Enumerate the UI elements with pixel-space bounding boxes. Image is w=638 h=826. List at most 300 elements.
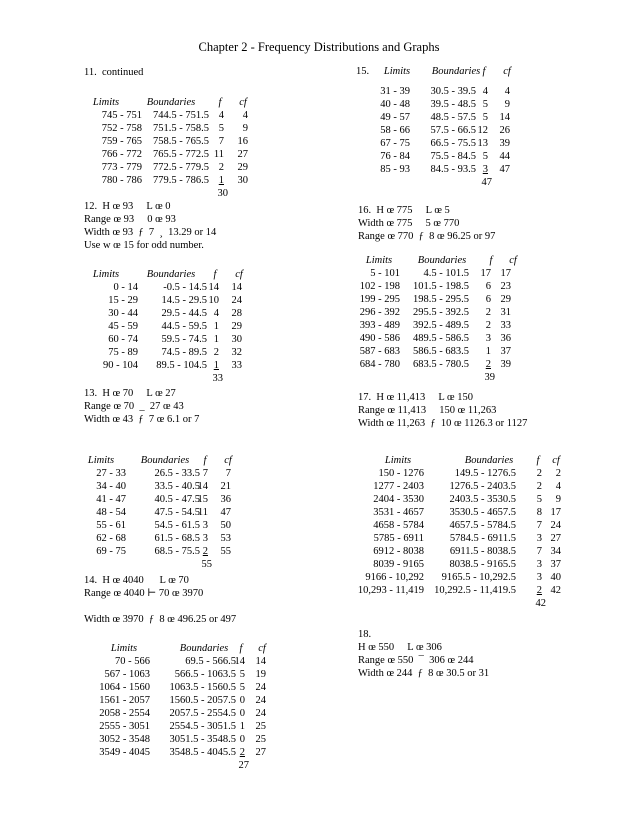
table-row bbox=[84, 334, 259, 347]
cell-f: 1 bbox=[485, 346, 491, 357]
cell-boundaries: 683.5 - 780.5 bbox=[413, 359, 469, 370]
table-row bbox=[84, 295, 259, 308]
problem-13-line: Width œ 43 ƒ 7 œ 6.1 or 7 bbox=[84, 414, 200, 425]
cell-cf: 26 bbox=[499, 125, 510, 136]
cell-boundaries: 29.5 - 44.5 bbox=[161, 308, 207, 319]
header-boundaries: Boundaries bbox=[140, 455, 190, 466]
cell-f: 5 bbox=[482, 99, 488, 110]
cell-cf: 34 bbox=[550, 546, 561, 557]
problem-12-table bbox=[84, 262, 259, 386]
header-cf: cf bbox=[503, 66, 511, 77]
header-limits: Limits bbox=[87, 455, 115, 466]
cell-limits: 30 - 44 bbox=[108, 308, 138, 319]
cell-limits: 773 - 779 bbox=[101, 162, 142, 173]
problem-14-table bbox=[84, 636, 279, 773]
table-header-row bbox=[84, 262, 259, 282]
cell-limits: 58 - 66 bbox=[380, 125, 410, 136]
table-row bbox=[84, 282, 259, 295]
cell-limits: 3531 - 4657 bbox=[373, 507, 424, 518]
problem-16 bbox=[358, 204, 533, 383]
cell-boundaries: 30.5 - 39.5 bbox=[430, 86, 476, 97]
problem-16-line: 16. H œ 775 L œ 5 bbox=[358, 205, 450, 216]
header-f: f bbox=[489, 255, 493, 266]
cell-boundaries: 198.5 - 295.5 bbox=[413, 294, 469, 305]
header-f: f bbox=[239, 643, 243, 654]
cell-boundaries: 566.5 - 1063.5 bbox=[174, 669, 236, 680]
page-title: Chapter 2 - Frequency Distributions and Graphs bbox=[198, 40, 440, 54]
cell-limits: 8039 - 9165 bbox=[373, 559, 424, 570]
problem-18-line: 18. bbox=[358, 629, 372, 640]
cell-boundaries: 74.5 - 89.5 bbox=[161, 347, 207, 358]
table-row bbox=[84, 546, 259, 559]
cell-cf: 4 bbox=[504, 86, 510, 97]
header-cf: cf bbox=[235, 269, 243, 280]
cell-limits: 34 - 40 bbox=[96, 481, 126, 492]
table-row bbox=[358, 320, 533, 333]
table-header-row bbox=[84, 90, 259, 110]
cell-f: 10 bbox=[208, 295, 219, 306]
cell-boundaries: 5784.5 - 6911.5 bbox=[449, 533, 516, 544]
table-total: 27 bbox=[238, 760, 249, 771]
table-row bbox=[84, 347, 259, 360]
cell-cf: 14 bbox=[231, 282, 242, 293]
cell-cf: 24 bbox=[255, 682, 266, 693]
cell-limits: 45 - 59 bbox=[108, 321, 138, 332]
table-row bbox=[84, 149, 259, 162]
problem-14-line: 14. H œ 4040 L œ 70 bbox=[84, 575, 189, 586]
cell-cf: 17 bbox=[500, 268, 511, 279]
problem-18 bbox=[358, 628, 489, 680]
table-row bbox=[84, 747, 279, 760]
cell-cf: 37 bbox=[550, 559, 561, 570]
cell-limits: 40 - 48 bbox=[380, 99, 410, 110]
cell-cf: 14 bbox=[255, 656, 266, 667]
cell-boundaries: 8038.5 - 9165.5 bbox=[449, 559, 516, 570]
cell-f: 5 bbox=[482, 151, 488, 162]
problem-18-line: Range œ 550 ¯ 306 œ 244 bbox=[358, 655, 474, 666]
table-row bbox=[84, 721, 279, 734]
header-f: f bbox=[218, 97, 222, 108]
cell-limits: 5 - 101 bbox=[370, 268, 400, 279]
cell-f: 4 bbox=[482, 86, 488, 97]
table-row bbox=[358, 281, 533, 294]
table-row bbox=[358, 533, 588, 546]
cell-boundaries: 295.5 - 392.5 bbox=[413, 307, 469, 318]
cell-boundaries: 392.5 - 489.5 bbox=[413, 320, 469, 331]
cell-limits: 2555 - 3051 bbox=[99, 721, 150, 732]
header-cf: cf bbox=[552, 455, 560, 466]
table-row bbox=[84, 520, 259, 533]
table-row bbox=[84, 136, 259, 149]
cell-cf: 36 bbox=[220, 494, 231, 505]
table-total-row bbox=[358, 598, 588, 611]
table-row bbox=[358, 164, 533, 177]
table-row bbox=[358, 468, 588, 481]
table-row bbox=[358, 268, 533, 281]
cell-f: 2 bbox=[485, 307, 491, 318]
cell-limits: 31 - 39 bbox=[380, 86, 410, 97]
cell-boundaries: 26.5 - 33.5 bbox=[154, 468, 200, 479]
table-row bbox=[84, 468, 259, 481]
table-total: 55 bbox=[201, 559, 212, 570]
cell-boundaries: 10,292.5 - 11,419.5 bbox=[434, 585, 516, 596]
cell-cf: 27 bbox=[550, 533, 561, 544]
cell-boundaries: 66.5 - 75.5 bbox=[430, 138, 476, 149]
cell-f: 2 bbox=[536, 468, 542, 479]
cell-f: 7 bbox=[536, 520, 542, 531]
table-row bbox=[84, 734, 279, 747]
table-row bbox=[358, 112, 533, 125]
cell-limits: 70 - 566 bbox=[115, 656, 150, 667]
cell-cf: 24 bbox=[255, 695, 266, 706]
header-boundaries: Boundaries bbox=[146, 269, 196, 280]
problem-12-line: Range œ 93 0 œ 93 bbox=[84, 214, 176, 225]
cell-limits: 752 - 758 bbox=[101, 123, 142, 134]
table-row bbox=[358, 481, 588, 494]
table-row bbox=[84, 360, 259, 373]
cell-f: 3 bbox=[536, 572, 542, 583]
cell-f: 5 bbox=[536, 494, 542, 505]
cell-boundaries: 1560.5 - 2057.5 bbox=[169, 695, 236, 706]
cell-boundaries: 40.5 - 47.5 bbox=[154, 494, 200, 505]
table-total: 47 bbox=[481, 177, 492, 188]
cell-limits: 1277 - 2403 bbox=[373, 481, 424, 492]
cell-boundaries: 2403.5 - 3530.5 bbox=[449, 494, 516, 505]
cell-boundaries: 4.5 - 101.5 bbox=[423, 268, 469, 279]
cell-boundaries: 59.5 - 74.5 bbox=[161, 334, 207, 345]
cell-f: 2 bbox=[218, 162, 224, 173]
cell-limits: 2058 - 2554 bbox=[99, 708, 150, 719]
problem-13-table bbox=[84, 448, 259, 572]
table-row bbox=[84, 123, 259, 136]
table-total-row bbox=[84, 373, 259, 386]
cell-f: 3 bbox=[536, 559, 542, 570]
problem-17-table bbox=[358, 448, 588, 611]
cell-boundaries: -0.5 - 14.5 bbox=[163, 282, 207, 293]
cell-boundaries: 772.5 - 779.5 bbox=[153, 162, 209, 173]
problem-12-line: Use w œ 15 for odd number. bbox=[84, 240, 204, 251]
table-row bbox=[358, 138, 533, 151]
cell-cf: 39 bbox=[499, 138, 510, 149]
table-row bbox=[84, 162, 259, 175]
cell-f: 12 bbox=[477, 125, 488, 136]
cell-limits: 745 - 751 bbox=[101, 110, 142, 121]
problem-12 bbox=[84, 200, 259, 384]
cell-cf: 55 bbox=[220, 546, 231, 557]
table-total: 39 bbox=[484, 372, 495, 383]
cell-limits: 76 - 84 bbox=[380, 151, 410, 162]
cell-limits: 62 - 68 bbox=[96, 533, 126, 544]
table-row bbox=[358, 546, 588, 559]
table-total-row bbox=[358, 372, 533, 385]
cell-cf: 47 bbox=[220, 507, 231, 518]
cell-limits: 3549 - 4045 bbox=[99, 747, 150, 758]
cell-boundaries: 758.5 - 765.5 bbox=[153, 136, 209, 147]
cell-f: 7 bbox=[218, 136, 224, 147]
cell-f: 14 bbox=[197, 481, 208, 492]
cell-boundaries: 47.5 - 54.5 bbox=[154, 507, 200, 518]
cell-limits: 2404 - 3530 bbox=[373, 494, 424, 505]
cell-limits: 759 - 765 bbox=[101, 136, 142, 147]
table-row bbox=[358, 99, 533, 112]
cell-limits: 75 - 89 bbox=[108, 347, 138, 358]
table-spacer bbox=[358, 79, 533, 86]
cell-limits: 1561 - 2057 bbox=[99, 695, 150, 706]
cell-boundaries: 3548.5 - 4045.5 bbox=[169, 747, 236, 758]
cell-f: 8 bbox=[536, 507, 542, 518]
table-row bbox=[84, 669, 279, 682]
cell-f: 6 bbox=[485, 281, 491, 292]
cell-f: 17 bbox=[480, 268, 491, 279]
table-row bbox=[84, 110, 259, 123]
cell-limits: 150 - 1276 bbox=[378, 468, 424, 479]
header-cf: cf bbox=[509, 255, 517, 266]
table-row bbox=[358, 494, 588, 507]
header-limits: Limits bbox=[92, 269, 120, 280]
cell-cf: 36 bbox=[500, 333, 511, 344]
cell-f: 3 bbox=[536, 533, 542, 544]
problem-11-table bbox=[84, 90, 259, 201]
cell-limits: 296 - 392 bbox=[359, 307, 400, 318]
cell-cf: 17 bbox=[550, 507, 561, 518]
header-limits: Limits bbox=[92, 97, 120, 108]
cell-boundaries: 14.5 - 29.5 bbox=[161, 295, 207, 306]
table-row bbox=[84, 656, 279, 669]
cell-f: 2 bbox=[202, 546, 208, 557]
problem-12-line: 12. H œ 93 L œ 0 bbox=[84, 201, 171, 212]
cell-boundaries: 39.5 - 48.5 bbox=[430, 99, 476, 110]
problem-18-line: H œ 550 L œ 306 bbox=[358, 642, 442, 653]
problem-11 bbox=[84, 66, 259, 199]
cell-boundaries: 75.5 - 84.5 bbox=[430, 151, 476, 162]
problem-13-line: Range œ 70 _ 27 œ 43 bbox=[84, 401, 184, 412]
cell-limits: 41 - 47 bbox=[96, 494, 126, 505]
cell-f: 11 bbox=[197, 507, 208, 518]
header-limits: Limits bbox=[383, 66, 411, 77]
cell-cf: 24 bbox=[255, 708, 266, 719]
cell-limits: 90 - 104 bbox=[103, 360, 138, 371]
cell-boundaries: 89.5 - 104.5 bbox=[156, 360, 207, 371]
cell-limits: 15 - 29 bbox=[108, 295, 138, 306]
cell-boundaries: 489.5 - 586.5 bbox=[413, 333, 469, 344]
cell-cf: 37 bbox=[500, 346, 511, 357]
cell-limits: 85 - 93 bbox=[380, 164, 410, 175]
cell-f: 5 bbox=[482, 112, 488, 123]
problem-16-line: Range œ 770 ƒ 8 œ 96.25 or 97 bbox=[358, 231, 496, 242]
cell-f: 0 bbox=[239, 695, 245, 706]
header-f: f bbox=[213, 269, 217, 280]
problem-14-width-line: Width œ 3970 ƒ 8 œ 496.25 or 497 bbox=[84, 614, 237, 625]
table-row bbox=[84, 175, 259, 188]
cell-f: 2 bbox=[239, 747, 245, 758]
table-row bbox=[358, 333, 533, 346]
cell-boundaries: 149.5 - 1276.5 bbox=[454, 468, 516, 479]
cell-cf: 9 bbox=[242, 123, 248, 134]
table-row bbox=[358, 125, 533, 138]
cell-boundaries: 751.5 - 758.5 bbox=[153, 123, 209, 134]
cell-boundaries: 3530.5 - 4657.5 bbox=[449, 507, 516, 518]
cell-limits: 587 - 683 bbox=[359, 346, 400, 357]
cell-cf: 39 bbox=[500, 359, 511, 370]
cell-limits: 9166 - 10,292 bbox=[365, 572, 424, 583]
cell-cf: 23 bbox=[500, 281, 511, 292]
header-cf: cf bbox=[224, 455, 232, 466]
table-header-row bbox=[358, 66, 533, 79]
problem-16-table bbox=[358, 248, 533, 385]
table-row bbox=[84, 481, 259, 494]
cell-f: 15 bbox=[197, 494, 208, 505]
cell-limits: 55 - 61 bbox=[96, 520, 126, 531]
cell-cf: 25 bbox=[255, 721, 266, 732]
header-boundaries: Boundaries bbox=[431, 66, 481, 77]
cell-limits: 684 - 780 bbox=[359, 359, 400, 370]
cell-f: 1 bbox=[213, 334, 219, 345]
header-f: f bbox=[536, 455, 540, 466]
problem-17 bbox=[357, 391, 588, 609]
cell-limits: 69 - 75 bbox=[96, 546, 126, 557]
table-total-row bbox=[84, 559, 259, 572]
cell-boundaries: 2057.5 - 2554.5 bbox=[169, 708, 236, 719]
header-cf: cf bbox=[258, 643, 266, 654]
cell-cf: 4 bbox=[555, 481, 561, 492]
cell-cf: 33 bbox=[231, 360, 242, 371]
cell-limits: 780 - 786 bbox=[101, 175, 142, 186]
cell-limits: 67 - 75 bbox=[380, 138, 410, 149]
table-row bbox=[358, 151, 533, 164]
table-row bbox=[358, 294, 533, 307]
cell-cf: 28 bbox=[231, 308, 242, 319]
cell-boundaries: 6911.5 - 8038.5 bbox=[449, 546, 516, 557]
cell-boundaries: 69.5 - 566.5 bbox=[185, 656, 236, 667]
problem-16-line: Width œ 775 5 œ 770 bbox=[358, 218, 460, 229]
problem-15 bbox=[358, 66, 533, 190]
table-header-row bbox=[358, 248, 533, 268]
cell-cf: 27 bbox=[237, 149, 248, 160]
problem-17-line: Width œ 11,263 ƒ 10 œ 1126.3 or 1127 bbox=[358, 418, 528, 429]
problem-15-heading: 15. bbox=[356, 66, 370, 77]
header-limits: Limits bbox=[365, 255, 393, 266]
cell-f: 3 bbox=[202, 520, 208, 531]
cell-boundaries: 3051.5 - 3548.5 bbox=[169, 734, 236, 745]
cell-cf: 14 bbox=[499, 112, 510, 123]
cell-cf: 29 bbox=[500, 294, 511, 305]
header-boundaries: Boundaries bbox=[179, 643, 229, 654]
cell-limits: 490 - 586 bbox=[359, 333, 400, 344]
cell-f: 2 bbox=[536, 585, 542, 596]
cell-boundaries: 586.5 - 683.5 bbox=[413, 346, 469, 357]
table-total-row bbox=[84, 760, 279, 773]
cell-limits: 4658 - 5784 bbox=[373, 520, 424, 531]
cell-limits: 27 - 33 bbox=[96, 468, 126, 479]
cell-cf: 24 bbox=[550, 520, 561, 531]
cell-cf: 9 bbox=[555, 494, 561, 505]
cell-boundaries: 33.5 - 40.5 bbox=[154, 481, 200, 492]
cell-limits: 393 - 489 bbox=[359, 320, 400, 331]
problem-17-line: 17. H œ 11,413 L œ 150 bbox=[358, 392, 474, 403]
table-total: 42 bbox=[535, 598, 546, 609]
problem-13-line: 13. H œ 70 L œ 27 bbox=[84, 388, 176, 399]
cell-f: 14 bbox=[208, 282, 219, 293]
cell-limits: 567 - 1063 bbox=[104, 669, 150, 680]
table-row bbox=[84, 533, 259, 546]
cell-limits: 5785 - 6911 bbox=[373, 533, 424, 544]
problem-13 bbox=[84, 387, 259, 570]
cell-boundaries: 54.5 - 61.5 bbox=[154, 520, 200, 531]
cell-cf: 9 bbox=[504, 99, 510, 110]
cell-f: 7 bbox=[202, 468, 208, 479]
table-row bbox=[358, 507, 588, 520]
cell-boundaries: 48.5 - 57.5 bbox=[430, 112, 476, 123]
cell-f: 6 bbox=[485, 294, 491, 305]
table-total: 33 bbox=[212, 373, 223, 384]
cell-f: 11 bbox=[213, 149, 224, 160]
table-row bbox=[84, 308, 259, 321]
cell-cf: 25 bbox=[255, 734, 266, 745]
cell-cf: 50 bbox=[220, 520, 231, 531]
cell-f: 1 bbox=[213, 321, 219, 332]
table-row bbox=[358, 572, 588, 585]
cell-limits: 766 - 772 bbox=[101, 149, 142, 160]
header-boundaries: Boundaries bbox=[417, 255, 467, 266]
header-f: f bbox=[203, 455, 207, 466]
cell-cf: 16 bbox=[237, 136, 248, 147]
cell-limits: 102 - 198 bbox=[359, 281, 400, 292]
table-row bbox=[84, 321, 259, 334]
problem-15-table bbox=[358, 66, 533, 190]
cell-f: 2 bbox=[485, 359, 491, 370]
problem-14-line: Range œ 4040 ⊢ 70 œ 3970 bbox=[84, 588, 204, 599]
cell-f: 1 bbox=[213, 360, 219, 371]
table-total: 30 bbox=[217, 188, 228, 199]
cell-f: 7 bbox=[536, 546, 542, 557]
cell-limits: 49 - 57 bbox=[380, 112, 410, 123]
table-header-row bbox=[84, 636, 279, 656]
cell-f: 2 bbox=[213, 347, 219, 358]
cell-cf: 30 bbox=[231, 334, 242, 345]
cell-cf: 40 bbox=[550, 572, 561, 583]
header-f: f bbox=[482, 66, 486, 77]
table-row bbox=[84, 695, 279, 708]
table-row bbox=[358, 86, 533, 99]
cell-boundaries: 765.5 - 772.5 bbox=[153, 149, 209, 160]
table-row bbox=[84, 708, 279, 721]
cell-limits: 199 - 295 bbox=[359, 294, 400, 305]
header-limits: Limits bbox=[110, 643, 138, 654]
table-row bbox=[358, 346, 533, 359]
cell-f: 3 bbox=[482, 164, 488, 175]
cell-f: 0 bbox=[239, 708, 245, 719]
cell-boundaries: 57.5 - 66.5 bbox=[430, 125, 476, 136]
cell-cf: 42 bbox=[550, 585, 561, 596]
cell-boundaries: 101.5 - 198.5 bbox=[413, 281, 469, 292]
header-boundaries: Boundaries bbox=[464, 455, 514, 466]
problem-18-line: Width œ 244 ƒ 8 œ 30.5 or 31 bbox=[358, 668, 490, 679]
cell-cf: 32 bbox=[231, 347, 242, 358]
cell-boundaries: 1276.5 - 2403.5 bbox=[449, 481, 516, 492]
cell-cf: 27 bbox=[255, 747, 266, 758]
cell-cf: 29 bbox=[231, 321, 242, 332]
cell-boundaries: 9165.5 - 10,292.5 bbox=[441, 572, 516, 583]
cell-cf: 19 bbox=[255, 669, 266, 680]
cell-limits: 48 - 54 bbox=[96, 507, 126, 518]
cell-boundaries: 779.5 - 786.5 bbox=[153, 175, 209, 186]
table-row bbox=[358, 559, 588, 572]
table-row bbox=[358, 585, 588, 598]
cell-f: 4 bbox=[218, 110, 224, 121]
cell-f: 5 bbox=[239, 669, 245, 680]
cell-cf: 2 bbox=[555, 468, 561, 479]
table-row bbox=[358, 307, 533, 320]
